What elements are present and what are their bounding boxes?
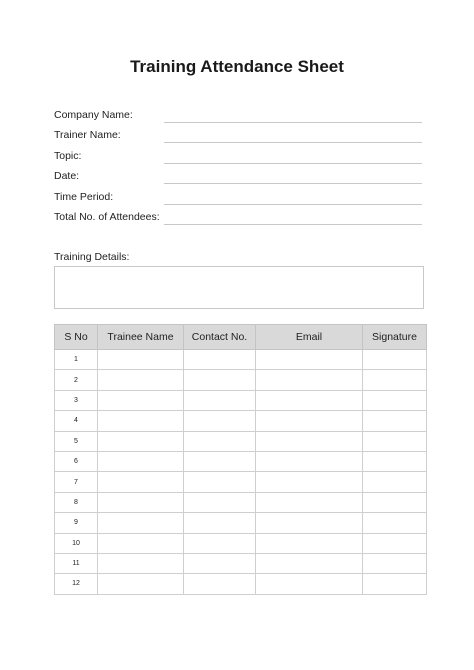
contact-no-cell[interactable] xyxy=(184,533,256,553)
table-row xyxy=(55,350,427,370)
trainee-name-cell[interactable] xyxy=(98,472,184,492)
trainee-name-cell[interactable] xyxy=(98,411,184,431)
time-period-input-line[interactable] xyxy=(164,204,422,205)
signature-cell[interactable] xyxy=(363,574,427,594)
trainee-name-cell[interactable] xyxy=(98,370,184,390)
table-row xyxy=(55,553,427,573)
total-attendees-input-line[interactable] xyxy=(164,224,422,225)
training-details-label: Training Details: xyxy=(54,251,130,263)
signature-cell[interactable] xyxy=(363,513,427,533)
row-number: 4 xyxy=(55,411,98,431)
row-number: 12 xyxy=(55,574,98,594)
signature-cell[interactable] xyxy=(363,370,427,390)
row-number: 11 xyxy=(55,553,98,573)
table-row xyxy=(55,451,427,471)
trainee-name-cell[interactable] xyxy=(98,350,184,370)
trainee-name-cell[interactable] xyxy=(98,492,184,512)
contact-no-cell[interactable] xyxy=(184,492,256,512)
trainer-name-input-line[interactable] xyxy=(164,142,422,143)
row-number: 6 xyxy=(55,451,98,471)
table-row xyxy=(55,574,427,594)
row-number: 9 xyxy=(55,513,98,533)
contact-no-cell[interactable] xyxy=(184,370,256,390)
contact-no-cell[interactable] xyxy=(184,451,256,471)
table-row xyxy=(55,472,427,492)
row-number: 2 xyxy=(55,370,98,390)
field-topic xyxy=(54,149,424,169)
field-label: Trainer Name: xyxy=(54,129,121,141)
field-time-period xyxy=(54,190,424,210)
email-cell[interactable] xyxy=(256,492,363,512)
signature-cell[interactable] xyxy=(363,492,427,512)
table-row xyxy=(55,513,427,533)
contact-no-cell[interactable] xyxy=(184,411,256,431)
table-row xyxy=(55,431,427,451)
header-contact-no: Contact No. xyxy=(184,325,256,350)
contact-no-cell[interactable] xyxy=(184,574,256,594)
field-company-name xyxy=(54,108,424,128)
signature-cell[interactable] xyxy=(363,350,427,370)
contact-no-cell[interactable] xyxy=(184,350,256,370)
email-cell[interactable] xyxy=(256,533,363,553)
field-label: Company Name: xyxy=(54,109,133,121)
email-cell[interactable] xyxy=(256,553,363,573)
table-row xyxy=(55,492,427,512)
header-email: Email xyxy=(256,325,363,350)
table-header-row xyxy=(55,325,427,350)
trainee-name-cell[interactable] xyxy=(98,553,184,573)
row-number: 5 xyxy=(55,431,98,451)
trainee-name-cell[interactable] xyxy=(98,390,184,410)
table-row xyxy=(55,390,427,410)
signature-cell[interactable] xyxy=(363,533,427,553)
signature-cell[interactable] xyxy=(363,431,427,451)
field-label: Time Period: xyxy=(54,191,114,203)
row-number: 1 xyxy=(55,350,98,370)
field-date xyxy=(54,169,424,189)
field-trainer-name xyxy=(54,128,424,148)
table-row xyxy=(55,533,427,553)
signature-cell[interactable] xyxy=(363,411,427,431)
email-cell[interactable] xyxy=(256,350,363,370)
field-label: Date: xyxy=(54,170,80,182)
company-name-input-line[interactable] xyxy=(164,122,422,123)
topic-input-line[interactable] xyxy=(164,163,422,164)
header-s-no: S No xyxy=(55,325,98,350)
table-row xyxy=(55,411,427,431)
contact-no-cell[interactable] xyxy=(184,390,256,410)
field-label: Topic: xyxy=(54,150,82,162)
row-number: 8 xyxy=(55,492,98,512)
contact-no-cell[interactable] xyxy=(184,553,256,573)
email-cell[interactable] xyxy=(256,411,363,431)
page-title: Training Attendance Sheet xyxy=(130,57,344,76)
email-cell[interactable] xyxy=(256,451,363,471)
field-total-attendees xyxy=(54,210,424,230)
email-cell[interactable] xyxy=(256,513,363,533)
row-number: 7 xyxy=(55,472,98,492)
row-number: 10 xyxy=(55,533,98,553)
email-cell[interactable] xyxy=(256,370,363,390)
training-details-box[interactable] xyxy=(54,266,424,309)
contact-no-cell[interactable] xyxy=(184,472,256,492)
email-cell[interactable] xyxy=(256,472,363,492)
attendance-table xyxy=(54,324,427,595)
table-row xyxy=(55,370,427,390)
email-cell[interactable] xyxy=(256,574,363,594)
signature-cell[interactable] xyxy=(363,390,427,410)
trainee-name-cell[interactable] xyxy=(98,513,184,533)
trainee-name-cell[interactable] xyxy=(98,431,184,451)
field-label: Total No. of Attendees: xyxy=(54,211,160,223)
signature-cell[interactable] xyxy=(363,472,427,492)
date-input-line[interactable] xyxy=(164,183,422,184)
trainee-name-cell[interactable] xyxy=(98,574,184,594)
email-cell[interactable] xyxy=(256,431,363,451)
trainee-name-cell[interactable] xyxy=(98,451,184,471)
header-signature: Signature xyxy=(363,325,427,350)
trainee-name-cell[interactable] xyxy=(98,533,184,553)
email-cell[interactable] xyxy=(256,390,363,410)
signature-cell[interactable] xyxy=(363,451,427,471)
signature-cell[interactable] xyxy=(363,553,427,573)
contact-no-cell[interactable] xyxy=(184,431,256,451)
row-number: 3 xyxy=(55,390,98,410)
header-trainee-name: Trainee Name xyxy=(98,325,184,350)
contact-no-cell[interactable] xyxy=(184,513,256,533)
